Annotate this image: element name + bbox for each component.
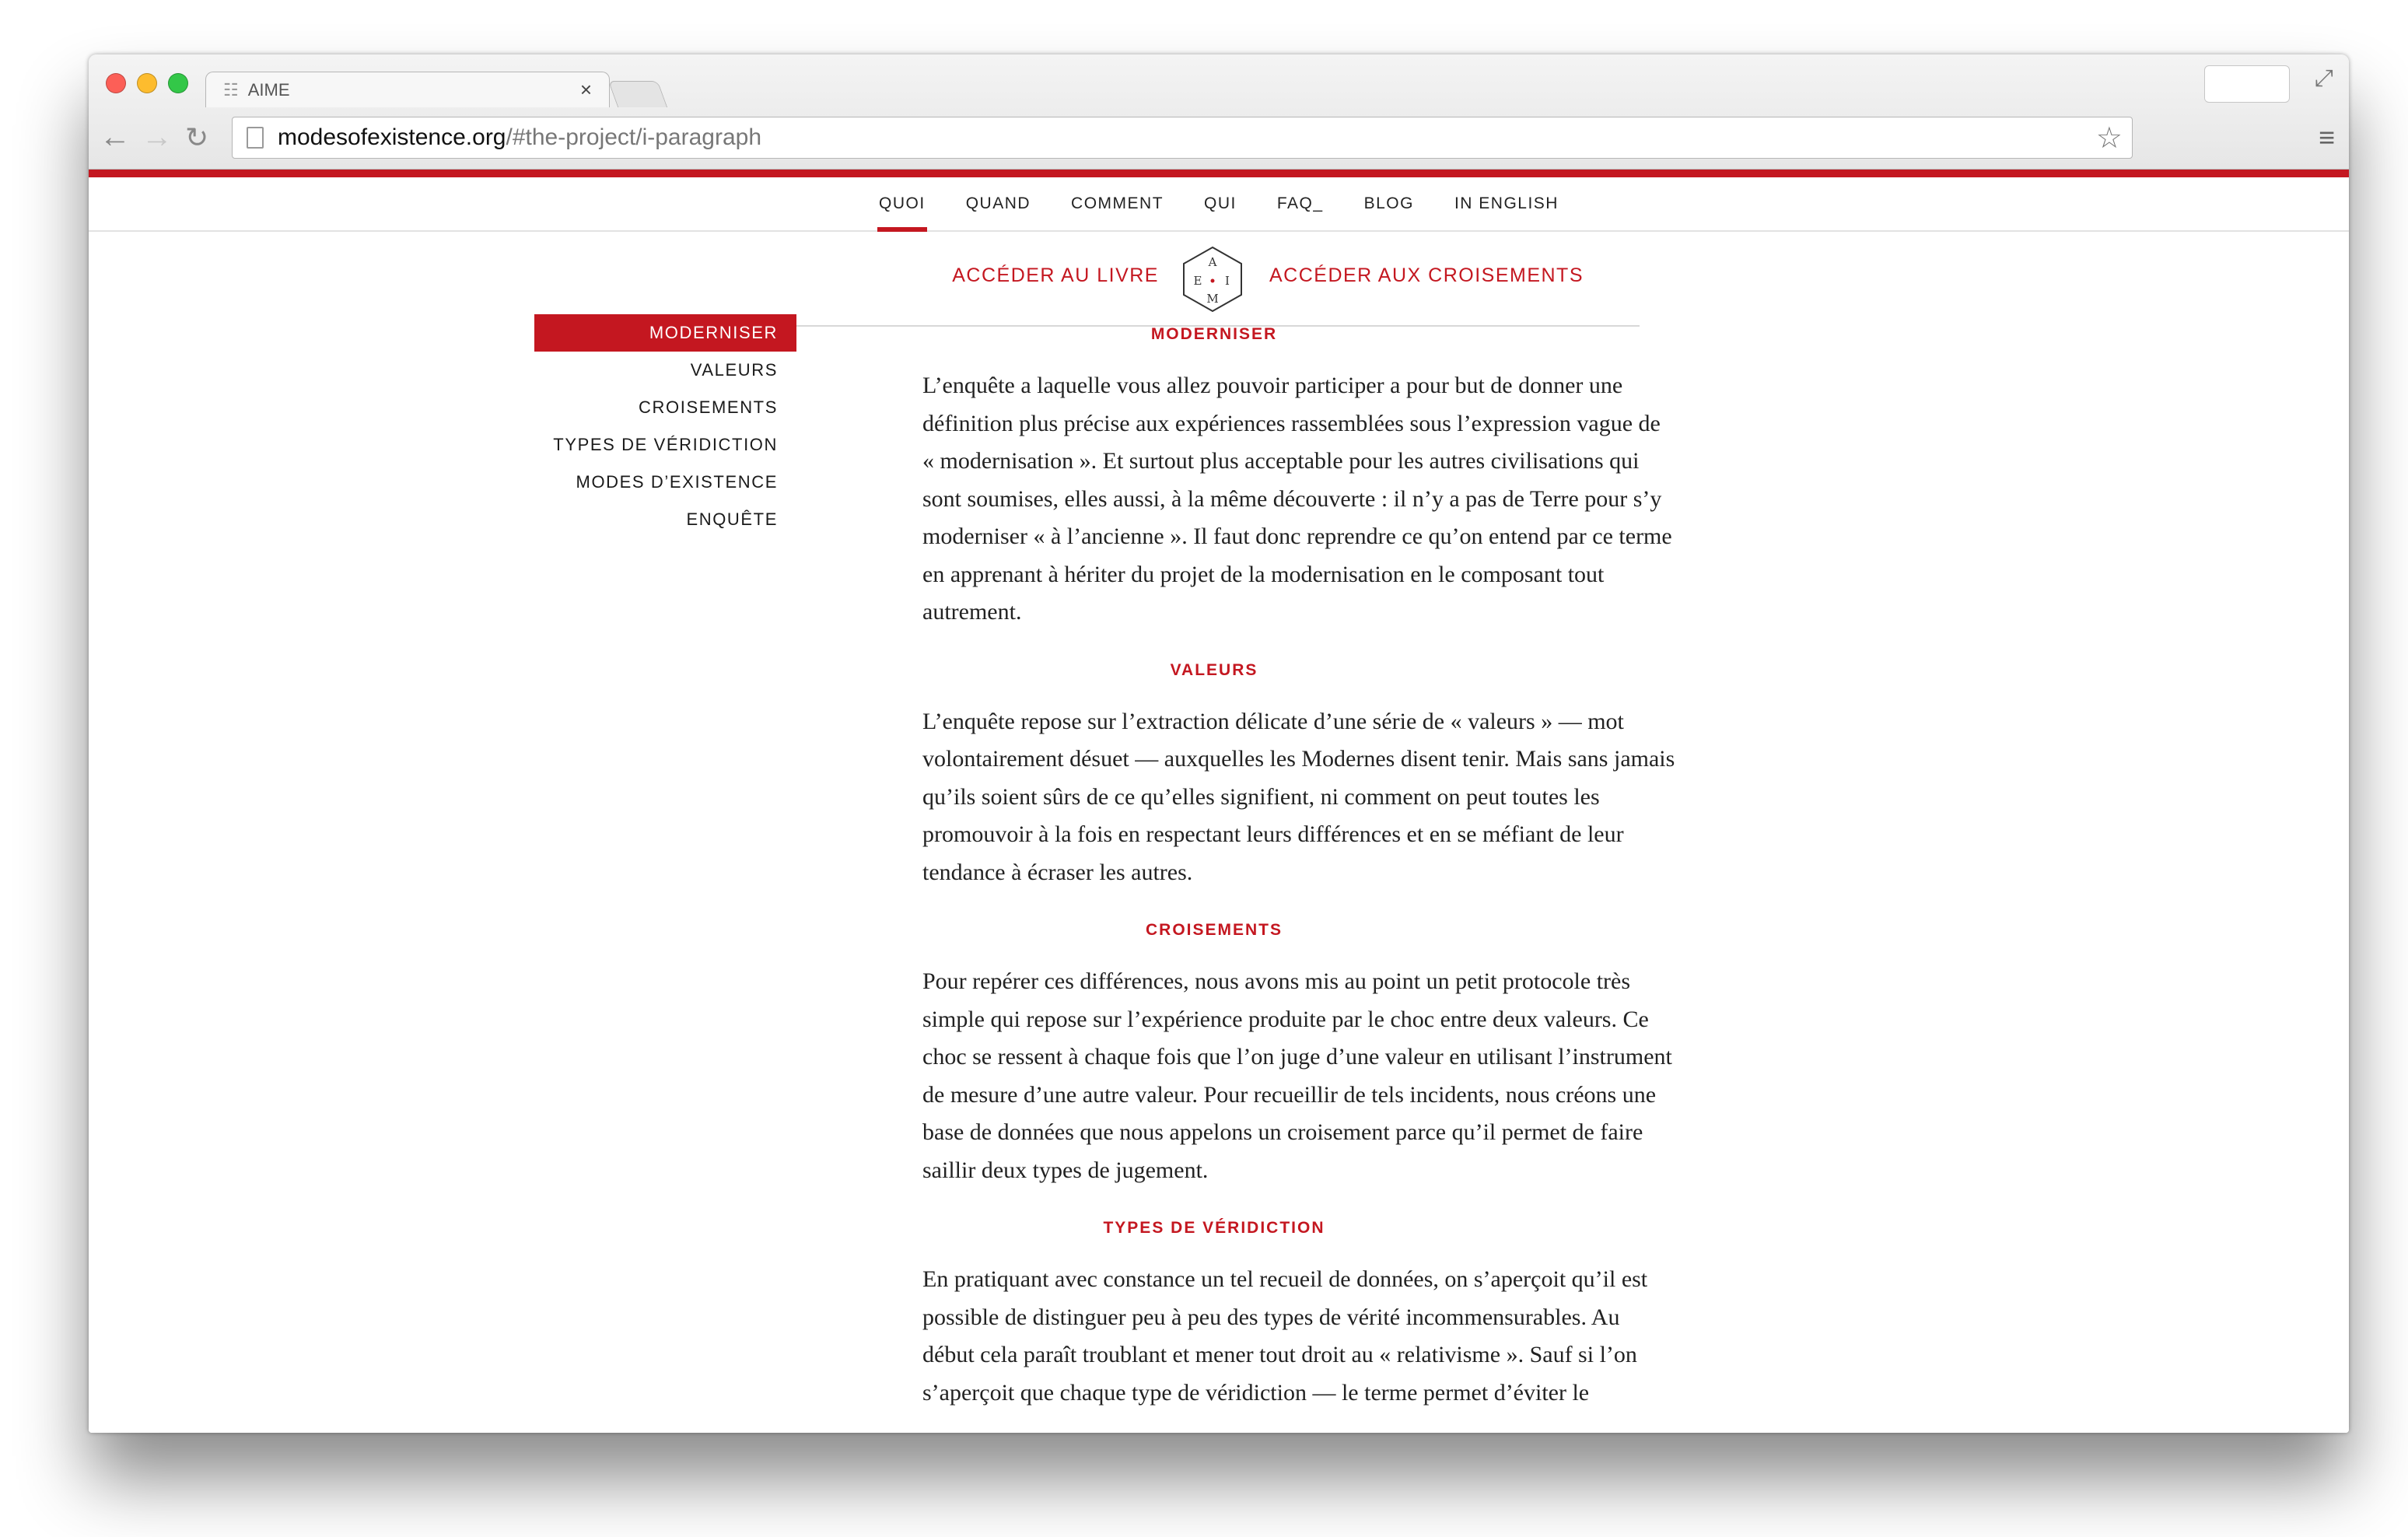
sidebar-item-valeurs[interactable]: VALEURS bbox=[690, 360, 778, 380]
fullscreen-icon[interactable]: ⤢ bbox=[2315, 65, 2333, 91]
logo-letter-a: A bbox=[1208, 255, 1217, 269]
window-controls bbox=[106, 73, 188, 93]
section-sidebar bbox=[534, 314, 796, 538]
section-text-moderniser: L’enquête a laquelle vous allez pouvoir participer a pour but de donner une définition plus précise aux expériences rassemblées sous l’expression vague de « modernisation ». Et surtout plus acceptable pour les autres civilisations qui sont soumises, elles aussi, à la même découverte : il n’y a pas de Terre pour s’y moderniser « à l’ancienne ». Il faut donc reprendre ce qu’on entend par ce terme en apprenant à hériter du projet de la modernisation en le composant tout autrement. bbox=[922, 373, 1672, 625]
browser-window bbox=[89, 54, 2349, 1433]
address-bar[interactable] bbox=[232, 117, 2133, 159]
zoom-window-button[interactable] bbox=[168, 73, 188, 93]
tab-title: AIME bbox=[247, 79, 290, 100]
menu-hamburger-icon[interactable]: ≡ bbox=[2318, 121, 2335, 153]
forward-arrow-icon[interactable]: → bbox=[142, 120, 173, 154]
sidebar-item-modes-d-existence[interactable]: MODES D’EXISTENCE bbox=[576, 472, 778, 492]
profile-button[interactable] bbox=[2204, 65, 2290, 103]
back-arrow-icon[interactable]: ← bbox=[100, 120, 131, 154]
tab-favicon-icon: ☷ bbox=[223, 79, 239, 100]
web-page bbox=[89, 177, 2349, 1433]
access-book-link[interactable]: ACCÉDER AU LIVRE bbox=[952, 264, 1159, 286]
sidebar-item-croisements[interactable]: CROISEMENTS bbox=[639, 397, 778, 417]
page-icon bbox=[247, 127, 264, 149]
url-text[interactable] bbox=[278, 124, 761, 151]
section-title-valeurs: VALEURS bbox=[1170, 660, 1258, 679]
browser-toolbar bbox=[89, 110, 2349, 170]
nav-comment[interactable]: COMMENT bbox=[1071, 194, 1164, 212]
main-navigation bbox=[89, 177, 2349, 232]
section-text-valeurs: L’enquête repose sur l’extraction délicate d’une série de « valeurs » — mot volontairement désuet — auxquelles les Modernes disent tenir. Mais sans jamais qu’ils soient sûrs de ce qu’elles signifient, ni comment on peut toutes les promouvoir à la fois en respectant leurs différences et en se méfiant de leur tendance à écraser les autres. bbox=[922, 708, 1675, 885]
sidebar-item-types-de-veridiction[interactable]: TYPES DE VÉRIDICTION bbox=[553, 435, 778, 454]
nav-quoi[interactable]: QUOI bbox=[877, 190, 927, 218]
nav-quand[interactable]: QUAND bbox=[965, 194, 1031, 212]
section-title-moderniser: MODERNISER bbox=[1150, 325, 1278, 343]
browser-chrome bbox=[89, 54, 2349, 170]
nav-in-english[interactable]: IN ENGLISH bbox=[1454, 194, 1559, 212]
section-title-croisements: CROISEMENTS bbox=[1145, 921, 1283, 939]
new-tab-button[interactable] bbox=[608, 81, 667, 107]
sidebar-item-enquete[interactable]: ENQUÊTE bbox=[686, 509, 778, 529]
minimize-window-button[interactable] bbox=[137, 73, 157, 93]
nav-qui[interactable]: QUI bbox=[1204, 194, 1237, 212]
sub-navigation bbox=[789, 232, 1640, 327]
reload-icon[interactable]: ↻ bbox=[185, 121, 209, 153]
main-content bbox=[829, 325, 1675, 1433]
nav-blog[interactable]: BLOG bbox=[1363, 194, 1414, 212]
logo-letter-e: E bbox=[1193, 274, 1202, 288]
section-text-types-de-veridiction: En pratiquant avec constance un tel recueil de données, on s’aperçoit qu’il est possible de distinguer peu à peu des types de vérité incommensurables. Au début cela paraît troublant et mener tout droit au « relativisme ». Sauf si l’on s’aperçoit que chaque type de véridiction — le terme permet d’éviter le bbox=[922, 1266, 1648, 1406]
close-window-button[interactable] bbox=[106, 73, 126, 93]
browser-tab[interactable] bbox=[205, 72, 610, 107]
hexagon-logo-icon bbox=[1178, 244, 1248, 314]
url-host: modesofexistence.org bbox=[278, 124, 506, 150]
section-text-croisements: Pour repérer ces différences, nous avons mis au point un petit protocole très simple qui repose sur l’expérience produite par le choc entre deux valeurs. Ce choc se ressent à chaque fois que l’on juge d’une valeur en utilisant l’instrument de mesure d’une autre valeur. Pour recueillir de tels incidents, nous créons une base de données que nous appelons un croisement parce qu’il permet de faire saillir deux types de jugement. bbox=[922, 968, 1672, 1183]
logo-letter-i: I bbox=[1225, 274, 1230, 288]
url-path: /#the-project/i-paragraph bbox=[506, 124, 762, 150]
site-top-red-bar bbox=[89, 170, 2349, 177]
aime-logo[interactable] bbox=[1178, 244, 1248, 314]
sidebar-item-moderniser[interactable]: MODERNISER bbox=[534, 314, 796, 352]
tab-close-icon[interactable]: × bbox=[579, 78, 592, 101]
bookmark-star-icon[interactable]: ☆ bbox=[2095, 122, 2123, 155]
section-title-types-de-veridiction: TYPES DE VÉRIDICTION bbox=[1103, 1219, 1325, 1237]
nav-faq[interactable]: FAQ_ bbox=[1276, 194, 1324, 212]
logo-letter-m: M bbox=[1206, 292, 1219, 306]
access-crossings-link[interactable]: ACCÉDER AUX CROISEMENTS bbox=[1269, 264, 1584, 286]
